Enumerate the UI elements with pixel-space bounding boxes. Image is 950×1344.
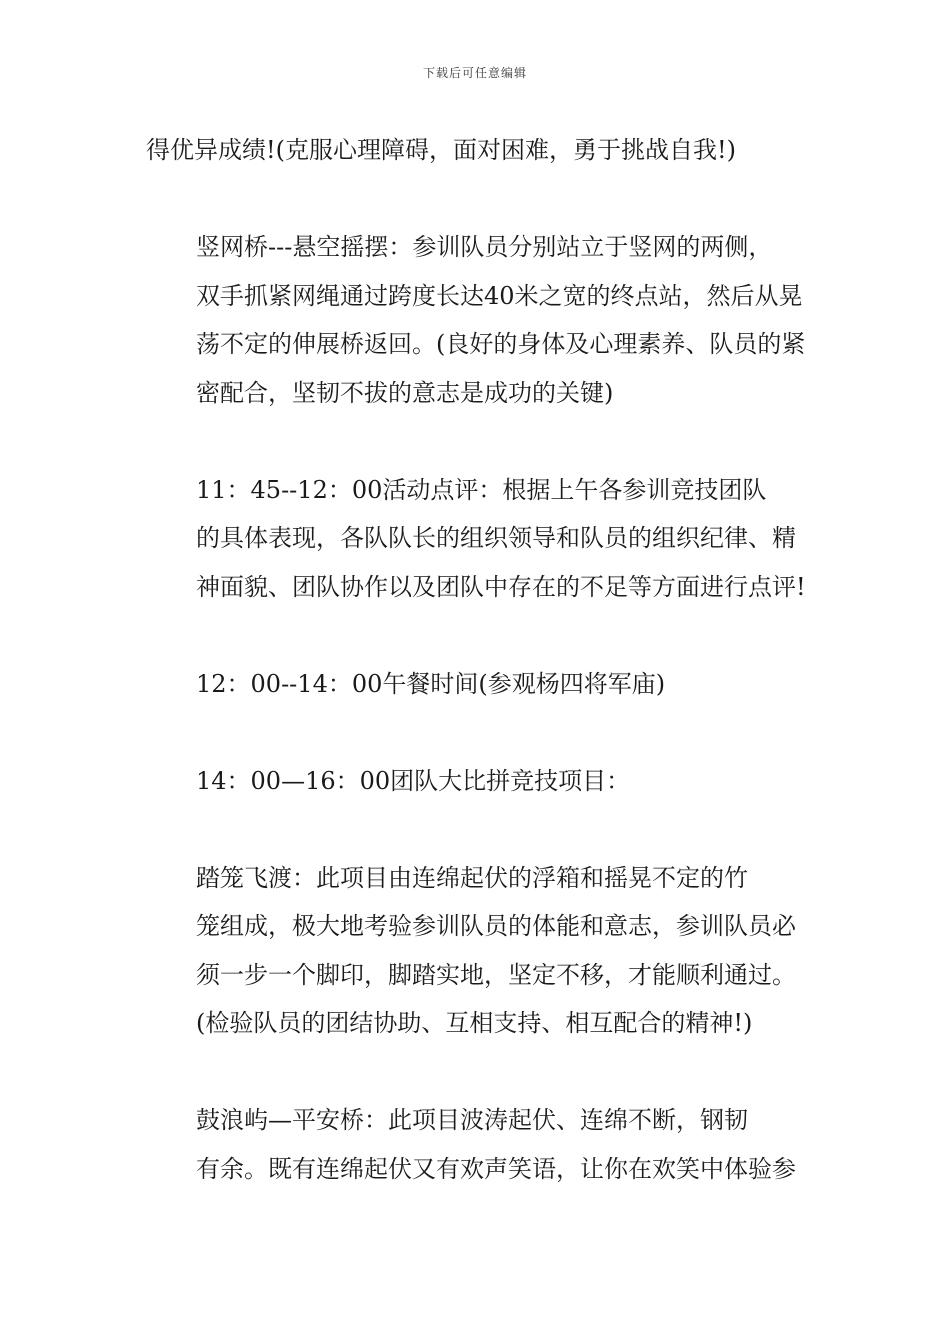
paragraph-activity-review — [146, 466, 814, 612]
paragraph-line: 12：00--14：00午餐时间(参观杨四将军庙) — [196, 669, 666, 698]
paragraph-line: 竖网桥---悬空摇摆：参训队员分别站立于竖网的两侧， — [196, 233, 773, 261]
paragraph-line: 荡不定的伸展桥返回。(良好的身体及心理素养、队员的紧 — [196, 330, 806, 358]
paragraph-line: 笼组成，极大地考验参训队员的体能和意志，参训队员必 — [196, 912, 796, 940]
paragraph-vertical-net-bridge — [146, 223, 814, 417]
paragraph-line: 须一步一个脚印，脚踏实地，坚定不移，才能顺利通过。 — [196, 960, 796, 989]
paragraph-lunch-time — [146, 660, 814, 709]
paragraph-line: 14：00—16：00团队大比拼竞技项目： — [196, 766, 631, 795]
paragraph-line: (检验队员的团结协助、互相支持、相互配合的精神!) — [196, 1009, 753, 1037]
paragraph-line: 神面貌、团队协作以及团队中存在的不足等方面进行点评! — [196, 572, 806, 601]
page-header-note: 下载后可任意编辑 — [422, 66, 527, 80]
paragraph-line: 双手抓紧网绳通过跨度长达40米之宽的终点站，然后从晃 — [196, 281, 803, 310]
paragraph-intro-continuation — [146, 126, 814, 175]
paragraph-cage-crossing — [146, 854, 814, 1048]
paragraph-line: 有余。既有连绵起伏又有欢声笑语，让你在欢笑中体验参 — [196, 1154, 796, 1183]
document-body — [146, 126, 814, 1242]
paragraph-line: 的具体表现，各队队长的组织领导和队员的组织纪律、精 — [196, 524, 796, 552]
paragraph-line: 鼓浪屿—平安桥：此项目波涛起伏、连绵不断，钢韧 — [196, 1106, 748, 1134]
paragraph-line: 踏笼飞渡：此项目由连绵起伏的浮箱和摇晃不定的竹 — [196, 863, 748, 892]
paragraph-team-competition — [146, 757, 814, 806]
paragraph-line: 得优异成绩!(克服心理障碍，面对困难，勇于挑战自我!) — [146, 136, 737, 164]
paragraph-peace-bridge — [146, 1096, 814, 1193]
paragraph-line: 11：45--12：00活动点评：根据上午各参训竞技团队 — [196, 475, 767, 504]
paragraph-line: 密配合，坚韧不拔的意志是成功的关键) — [196, 378, 614, 407]
